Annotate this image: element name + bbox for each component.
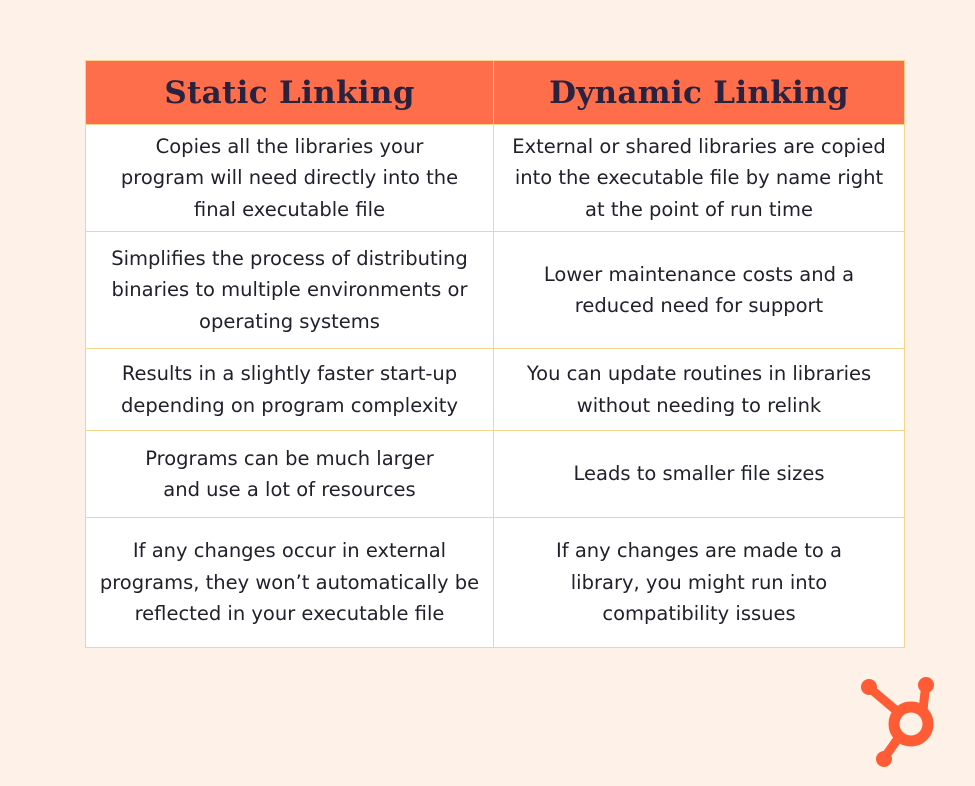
static-cell: Copies all the libraries your program will need directly into the final executable file: [86, 125, 494, 232]
static-cell: Results in a slightly faster start-up depending on program complexity: [86, 349, 494, 431]
dynamic-cell: If any changes are made to a library, you might run into compatibility issues: [494, 518, 905, 648]
static-cell: If any changes occur in external programs, they won’t automatically be reflected in your executable file: [86, 518, 494, 648]
header-row: [86, 61, 905, 125]
static-cell: Programs can be much larger and use a lot of resources: [86, 431, 494, 518]
hubspot-sprocket-icon: [857, 672, 957, 772]
table-row: [86, 518, 905, 648]
table-row: [86, 232, 905, 349]
comparison-table: [85, 60, 905, 648]
table-row: [86, 349, 905, 431]
table-row: [86, 125, 905, 232]
header-static-linking: Static Linking: [86, 61, 494, 125]
static-cell: Simplifies the process of distributing binaries to multiple environments or operating systems: [86, 232, 494, 349]
table-row: [86, 431, 905, 518]
dynamic-cell: External or shared libraries are copied into the executable file by name right at the point of run time: [494, 125, 905, 232]
header-dynamic-linking: Dynamic Linking: [494, 61, 905, 125]
dynamic-cell: Lower maintenance costs and a reduced need for support: [494, 232, 905, 349]
dynamic-cell: Leads to smaller file sizes: [494, 431, 905, 518]
dynamic-cell: You can update routines in libraries without needing to relink: [494, 349, 905, 431]
